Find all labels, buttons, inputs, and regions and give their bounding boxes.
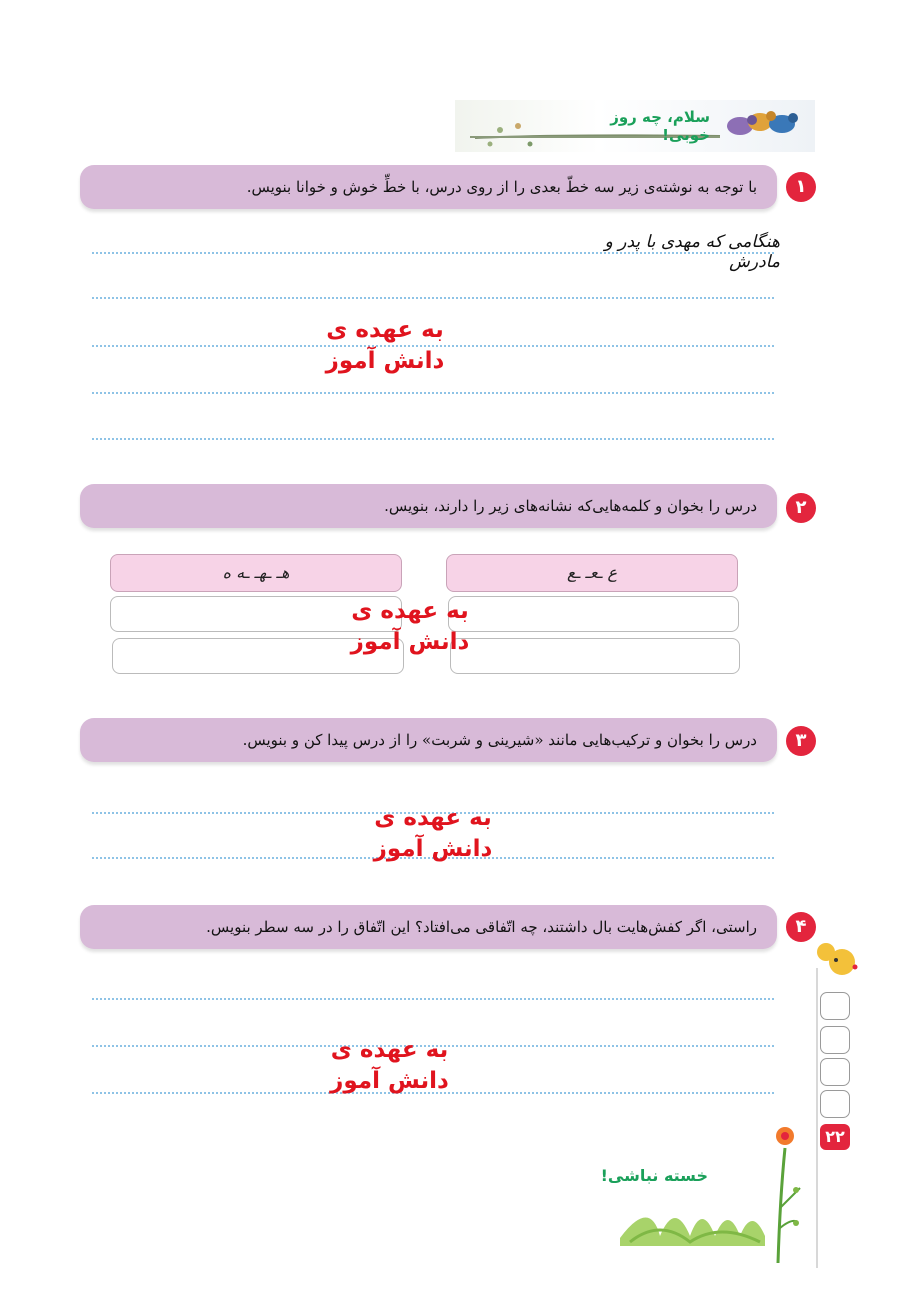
question-2-text: درس را بخوان و کلمه‌هایی‌که نشانه‌های زیر را دارند، بنویس. (384, 497, 757, 515)
question-3-number: ۳ (786, 726, 816, 756)
question-3-text: درس را بخوان و ترکیب‌هایی مانند «شیرینی و شربت» را از درس پیدا کن و بنویس. (242, 731, 757, 749)
question-3-bar (80, 718, 777, 762)
tracker-line (816, 968, 818, 1268)
mouse-mascot-icon (812, 940, 860, 980)
writing-line[interactable] (92, 252, 774, 254)
question-1-number: ۱ (786, 172, 816, 202)
answer-cell[interactable] (448, 596, 739, 632)
footer-text: خسته نباشی! (600, 1166, 708, 1185)
checkbox[interactable] (820, 992, 850, 1020)
table-header-right: ع ـعـ ـع (446, 554, 738, 592)
stamp-line-1: به عهده ی (374, 805, 492, 831)
checkbox[interactable] (820, 1058, 850, 1086)
stamp-line-1: به عهده ی (326, 317, 444, 343)
question-1-bar (80, 165, 777, 209)
answer-stamp (322, 1035, 457, 1097)
writing-line[interactable] (92, 297, 774, 299)
page-number: ۲۲ (820, 1124, 850, 1150)
writing-line[interactable] (92, 998, 774, 1000)
answer-stamp (340, 596, 480, 658)
stamp-line-2: دانش آموز (373, 836, 493, 862)
question-4-number: ۴ (786, 912, 816, 942)
question-1-text: با توجه به نوشته‌ی زیر سه خطّ بعدی را از روی درس، با خطِّ خوش و خوانا بنویس. (246, 178, 757, 196)
grass-flower-illustration (620, 1118, 810, 1268)
stamp-line-1: به عهده ی (330, 1037, 449, 1063)
answer-cell[interactable] (450, 638, 740, 674)
checkbox[interactable] (820, 1090, 850, 1118)
handwriting-sample: هنگامی که مهدی با پدر و مادرش (604, 232, 780, 272)
table-header-left: هـ ـهـ ـه ه (110, 554, 402, 592)
stamp-line-1: به عهده ی (351, 598, 469, 624)
question-4-bar (80, 905, 777, 949)
stamp-line-2: دانش آموز (350, 629, 470, 655)
stamp-line-2: دانش آموز (325, 348, 445, 374)
stamp-line-2: دانش آموز (330, 1068, 449, 1094)
page-title: سلام، چه روز خوبی! (610, 108, 710, 144)
question-2-bar (80, 484, 777, 528)
answer-stamp (368, 803, 498, 865)
question-2-number: ۲ (786, 493, 816, 523)
question-4-text: راستی، اگر کفش‌هایت بال داشتند، چه اتّفاقی می‌افتاد؟ این اتّفاق را در سه سطر بنویس. (206, 918, 757, 936)
writing-line[interactable] (92, 392, 774, 394)
checkbox[interactable] (820, 1026, 850, 1054)
writing-line[interactable] (92, 438, 774, 440)
answer-stamp (320, 315, 450, 377)
